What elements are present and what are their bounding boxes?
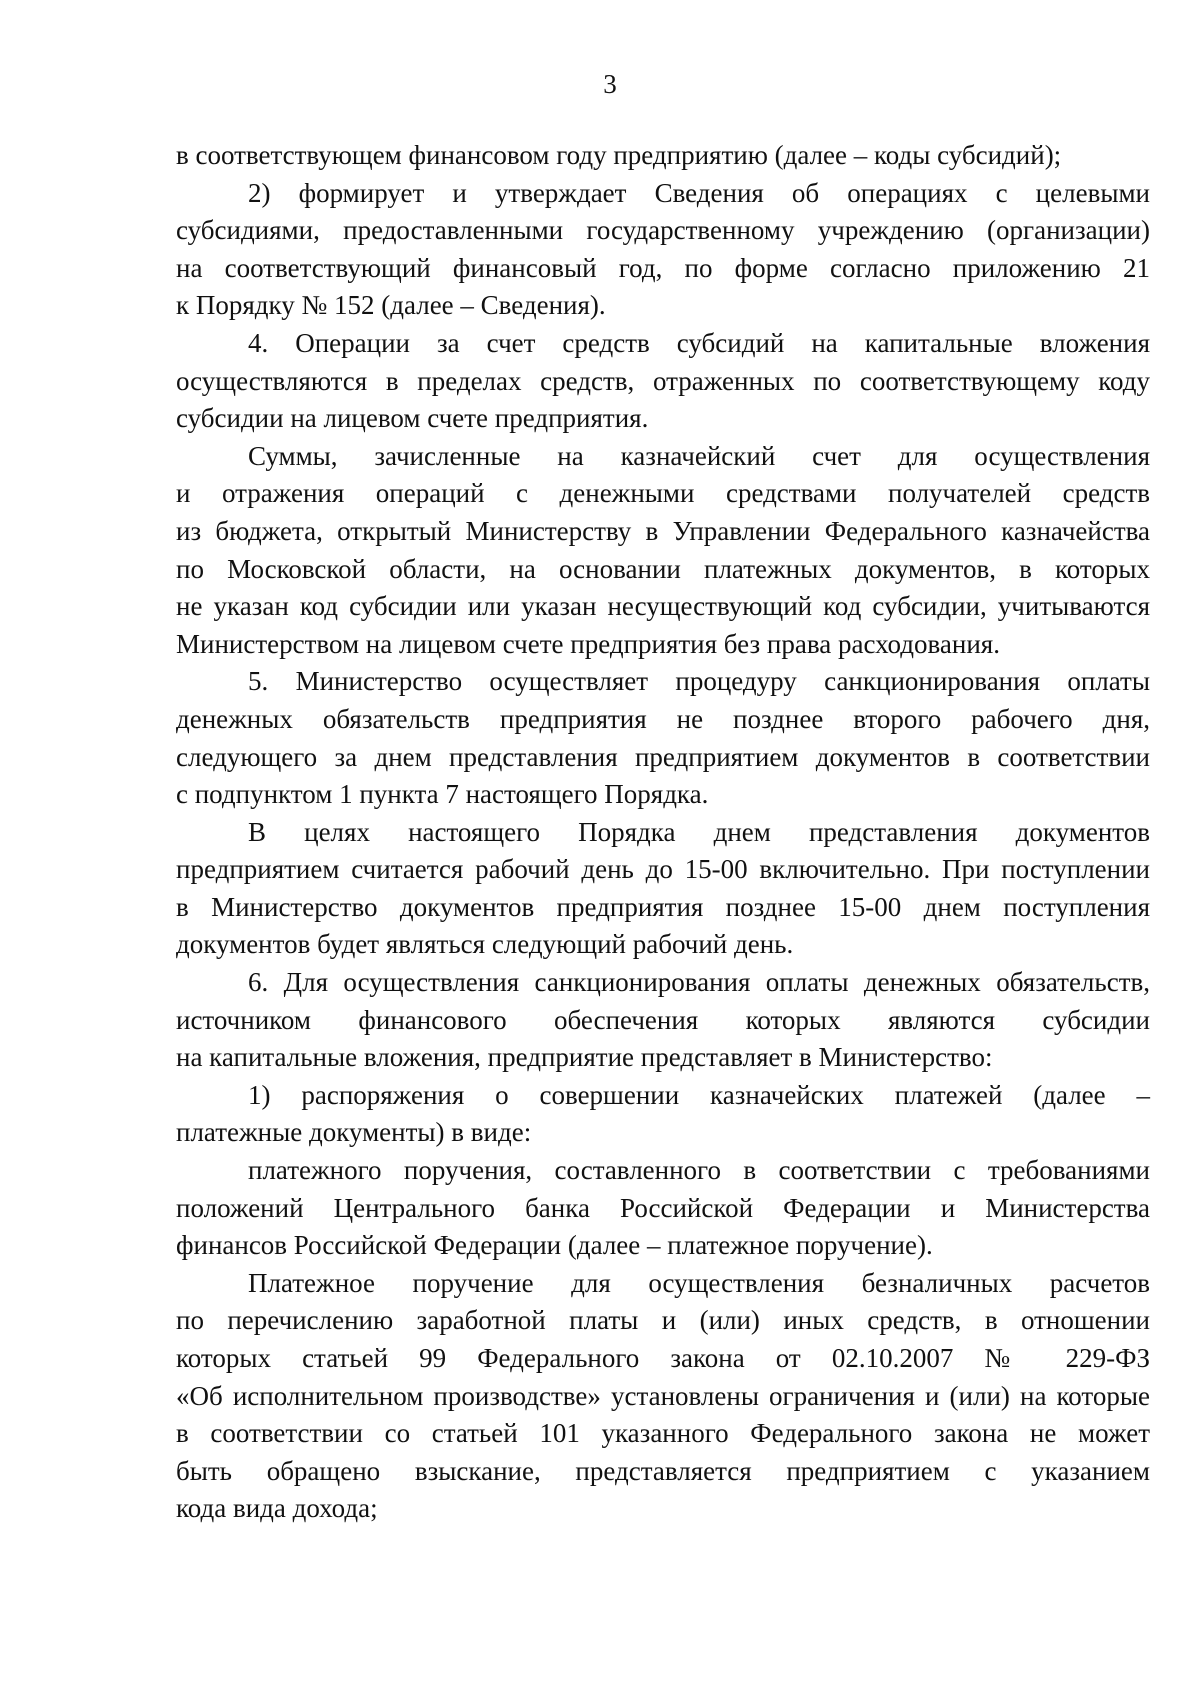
text-line: осуществляются в пределах средств, отраженных по соответствующему коду [176,365,1150,396]
text-line: 5. Министерство осуществляет процедуру санкционирования оплаты [248,666,1150,697]
text-line: Суммы, зачисленные на казначейский счет для осуществления [248,440,1150,471]
text-line: на капитальные вложения, предприятие представляет в Министерство: [176,1042,993,1073]
text-line: 4. Операции за счет средств субсидий на капитальные вложения [248,327,1150,358]
text-line: документов будет являться следующий рабочий день. [176,929,794,960]
text-line: следующего за днем представления предприятием документов в соответствии [176,741,1150,772]
text-line: Министерством на лицевом счете предприятия без права расходования. [176,628,1000,659]
text-line: 1) распоряжения о совершении казначейских платежей (далее – [248,1079,1150,1110]
text-line: «Об исполнительном производстве» установлены ограничения и (или) на которые [176,1380,1150,1411]
text-line: и отражения операций с денежными средствами получателей средств [176,478,1150,509]
text-line: к Порядку № 152 (далее – Сведения). [176,290,606,321]
text-line: быть обращено взыскание, представляется предприятием с указанием [176,1455,1150,1486]
text-line: не указан код субсидии или указан несуществующий код субсидии, учитываются [176,591,1150,622]
text-line: Платежное поручение для осуществления безналичных расчетов [248,1267,1150,1298]
text-line: 2) формирует и утверждает Сведения об операциях с целевыми [248,177,1150,208]
text-line: в Министерство документов предприятия позднее 15-00 днем поступления [176,891,1150,922]
text-line: В целях настоящего Порядка днем представления документов [248,816,1150,847]
text-line: источником финансового обеспечения которых являются субсидии [176,1004,1150,1035]
text-line: на соответствующий финансовый год, по форме согласно приложению 21 [176,252,1150,283]
text-line: 6. Для осуществления санкционирования оплаты денежных обязательств, [248,967,1150,998]
text-line: платежные документы) в виде: [176,1117,532,1148]
text-line: субсидиями, предоставленными государственному учреждению (организации) [176,215,1150,246]
text-line: положений Центрального банка Российской Федерации и Министерства [176,1192,1150,1223]
text-line: платежного поручения, составленного в соответствии с требованиями [248,1155,1150,1186]
text-line: из бюджета, открытый Министерству в Управлении Федерального казначейства [176,515,1150,546]
text-line: предприятием считается рабочий день до 15-00 включительно. При поступлении [176,854,1150,885]
text-line: по Московской области, на основании платежных документов, в которых [176,553,1150,584]
text-line: по перечислению заработной платы и (или) иных средств, в отношении [176,1305,1150,1336]
text-line: с подпунктом 1 пункта 7 настоящего Порядка. [176,779,709,810]
text-line: кода вида дохода; [176,1493,378,1524]
text-line: финансов Российской Федерации (далее – платежное поручение). [176,1230,933,1261]
text-line: в соответствии со статьей 101 указанного Федерального закона не может [176,1418,1150,1449]
text-line: субсидии на лицевом счете предприятия. [176,403,649,434]
text-line: в соответствующем финансовом году предприятию (далее – коды субсидий); [176,140,1062,170]
page-number: 3 [603,69,617,99]
text-line: которых статьей 99 Федерального закона от 02.10.2007 № 229-ФЗ [176,1343,1150,1373]
document-body [176,137,1150,1528]
text-line: денежных обязательств предприятия не позднее второго рабочего дня, [176,703,1150,734]
